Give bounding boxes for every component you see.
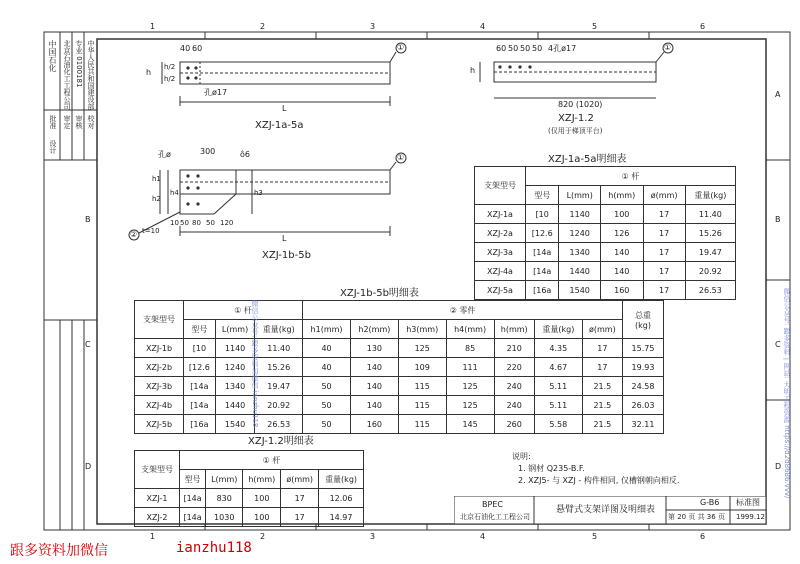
table-cell: 5.11 bbox=[534, 396, 582, 415]
ruler-col-3-bottom: 3 bbox=[370, 532, 376, 541]
ruler-row-d: D bbox=[775, 462, 782, 471]
table3-body bbox=[135, 489, 364, 527]
d2-subtitle: (仅用于梯顶平台) bbox=[548, 127, 603, 135]
table-cell: 115 bbox=[398, 415, 446, 434]
table2-part1: ① 杆 bbox=[184, 301, 303, 320]
table-cell: 17 bbox=[643, 262, 685, 281]
d3-dim-80: 80 bbox=[192, 219, 201, 227]
d3-dim-h4: h4 bbox=[170, 189, 179, 197]
ruler-row-c-left: C bbox=[85, 340, 91, 349]
table-cell: [14a bbox=[184, 396, 216, 415]
table-cell: 50 bbox=[303, 415, 351, 434]
table-cell: XZJ-5a bbox=[475, 281, 526, 300]
table-cell: 115 bbox=[398, 377, 446, 396]
d3-dim-10: 10 bbox=[170, 219, 179, 227]
notes-title: 说明: bbox=[512, 452, 531, 461]
table-cell: 24.58 bbox=[623, 377, 664, 396]
sidebar-sign-2: 审定 bbox=[63, 115, 71, 129]
d3-thickness: t=10 bbox=[142, 227, 160, 235]
table-cell: 17 bbox=[643, 205, 685, 224]
table-row bbox=[135, 377, 664, 396]
table-row bbox=[475, 281, 736, 300]
table-cell: XZJ-4b bbox=[135, 396, 184, 415]
table-cell: 140 bbox=[350, 396, 398, 415]
table-cell: 19.47 bbox=[685, 243, 735, 262]
d3-weld: ô6 bbox=[240, 150, 250, 159]
table-cell: XZJ-3a bbox=[475, 243, 526, 262]
table1-header: ø(mm) bbox=[643, 186, 685, 205]
table-row bbox=[135, 358, 664, 377]
table-cell: 15.75 bbox=[623, 339, 664, 358]
table2-header: L(mm) bbox=[215, 320, 255, 339]
d1-title: XZJ-1a-5a bbox=[255, 120, 304, 131]
d2-marker: ① bbox=[664, 43, 672, 52]
table2 bbox=[134, 300, 664, 434]
table-cell: 115 bbox=[398, 396, 446, 415]
table1-header: 型号 bbox=[526, 186, 559, 205]
table-cell: 1540 bbox=[559, 281, 601, 300]
titleblock-year: 1999.12 bbox=[736, 513, 765, 521]
table-cell: 17 bbox=[281, 489, 319, 508]
table-cell: 14.97 bbox=[319, 508, 364, 527]
table-cell: 130 bbox=[350, 339, 398, 358]
table-cell: [16a bbox=[184, 415, 216, 434]
titleblock-std: 标准图 bbox=[736, 498, 760, 507]
table2-header: h4(mm) bbox=[446, 320, 494, 339]
table-cell: XZJ-2a bbox=[475, 224, 526, 243]
footer-right-text: ianzhu118 bbox=[176, 540, 252, 556]
table-cell: XZJ-1 bbox=[135, 489, 180, 508]
sidebar-code bbox=[74, 40, 84, 87]
table-cell: 50 bbox=[303, 396, 351, 415]
table-cell: 26.53 bbox=[255, 415, 303, 434]
sidebar-code-label: 专业 bbox=[75, 40, 83, 54]
d3-hole: 孔ø bbox=[158, 150, 171, 159]
ruler-col-2: 2 bbox=[260, 22, 266, 31]
table-cell: 4.67 bbox=[534, 358, 582, 377]
table-cell: 15.26 bbox=[685, 224, 735, 243]
table-cell: 4.35 bbox=[534, 339, 582, 358]
d3-marker-1: ① bbox=[397, 153, 405, 162]
ruler-row-a: A bbox=[775, 90, 781, 99]
table-cell: 145 bbox=[446, 415, 494, 434]
d3-dim-h2: h2 bbox=[152, 195, 161, 203]
table-cell: 100 bbox=[243, 508, 281, 527]
d2-dim-50a: 50 bbox=[508, 44, 519, 53]
table2-col-group: 支架型号 bbox=[135, 301, 184, 339]
table1-part: ① 杆 bbox=[526, 167, 736, 186]
table-cell: 85 bbox=[446, 339, 494, 358]
ruler-col-4-bottom: 4 bbox=[480, 532, 486, 541]
table2-header: h2(mm) bbox=[350, 320, 398, 339]
notes-item-1: 1. 钢材 Q235-B.F. bbox=[518, 464, 585, 473]
table-cell: 125 bbox=[446, 377, 494, 396]
table-cell: 5.11 bbox=[534, 377, 582, 396]
table-cell: 21.5 bbox=[582, 415, 622, 434]
d1-hole: 孔ø17 bbox=[204, 88, 228, 97]
table-cell: [12.6 bbox=[184, 358, 216, 377]
table-cell: [14a bbox=[526, 262, 559, 281]
table3 bbox=[134, 450, 364, 527]
table2-header: h1(mm) bbox=[303, 320, 351, 339]
ruler-col-1: 1 bbox=[150, 22, 156, 31]
table-cell: 17 bbox=[582, 339, 622, 358]
table-cell: 5.58 bbox=[534, 415, 582, 434]
d2-hole: 4孔ø17 bbox=[548, 44, 577, 53]
d3-dim-h3: h3 bbox=[254, 189, 263, 197]
table-cell: XZJ-5b bbox=[135, 415, 184, 434]
table3-header: h(mm) bbox=[243, 470, 281, 489]
table-cell: 17 bbox=[643, 281, 685, 300]
sidebar-org2: 北京石油化工工程公司 bbox=[63, 40, 71, 110]
ruler-row-b-left: B bbox=[85, 215, 91, 224]
ruler-col-5: 5 bbox=[592, 22, 598, 31]
ruler-col-4: 4 bbox=[480, 22, 486, 31]
ruler-col-6-bottom: 6 bbox=[700, 532, 706, 541]
titleblock-company: 北京石油化工工程公司 bbox=[460, 513, 530, 521]
watermark-right: 微信公众号: 跟多资料 | 网站: 大明工程资源 https://d2d8686.vvv/ bbox=[783, 288, 791, 499]
sidebar-dept: 中华人民共和国建设部 bbox=[87, 40, 95, 110]
table1-col-group: 支架型号 bbox=[475, 167, 526, 205]
d1-dim-40: 40 bbox=[180, 44, 191, 53]
d3-dim-120: 120 bbox=[220, 219, 234, 227]
table1-header: h(mm) bbox=[601, 186, 644, 205]
table-cell: 140 bbox=[601, 262, 644, 281]
table-row bbox=[135, 508, 364, 527]
table2-total-unit: (kg) bbox=[635, 320, 651, 330]
table-cell: 21.5 bbox=[582, 377, 622, 396]
table-cell: [14a bbox=[180, 489, 206, 508]
table-cell: 19.47 bbox=[255, 377, 303, 396]
table-cell: 1240 bbox=[559, 224, 601, 243]
ruler-col-5-bottom: 5 bbox=[592, 532, 598, 541]
table-cell: 1140 bbox=[215, 339, 255, 358]
d2-dim-h: h bbox=[470, 66, 476, 75]
d3-dim-h1: h1 bbox=[152, 175, 161, 183]
table-cell: 210 bbox=[494, 339, 534, 358]
d3-title: XZJ-1b-5b bbox=[262, 250, 311, 261]
table3-title: XZJ-1.2明细表 bbox=[248, 436, 314, 447]
table-cell: XZJ-2 bbox=[135, 508, 180, 527]
footer-left-text: 跟多资料加微信 bbox=[10, 543, 108, 559]
d1-dim-h2a: h/2 bbox=[164, 63, 176, 71]
table-cell: 1440 bbox=[215, 396, 255, 415]
table-cell: 1240 bbox=[215, 358, 255, 377]
table-cell: 830 bbox=[206, 489, 243, 508]
table2-total bbox=[623, 301, 664, 339]
ruler-col-3: 3 bbox=[370, 22, 376, 31]
ruler-col-1-bottom: 1 bbox=[150, 532, 156, 541]
table-cell: XZJ-1b bbox=[135, 339, 184, 358]
ruler-row-b: B bbox=[775, 215, 781, 224]
table-cell: 126 bbox=[601, 224, 644, 243]
ruler-row-d-left: D bbox=[85, 462, 92, 471]
table-cell: 1340 bbox=[559, 243, 601, 262]
table-cell: 19.93 bbox=[623, 358, 664, 377]
d2-title: XZJ-1.2 bbox=[558, 113, 594, 124]
table-row bbox=[475, 205, 736, 224]
sidebar-sign-5: 设计 bbox=[49, 140, 57, 154]
table-cell: 20.92 bbox=[255, 396, 303, 415]
table1-title: XZJ-1a-5a明细表 bbox=[548, 154, 627, 165]
table2-header: 重量(kg) bbox=[255, 320, 303, 339]
table-cell: [12.6 bbox=[526, 224, 559, 243]
table-cell: 40 bbox=[303, 339, 351, 358]
watermark-left: 微信公众号: 跟多资料加微信 ianzhu118 bbox=[251, 300, 259, 428]
table-cell: 12.06 bbox=[319, 489, 364, 508]
table-cell: 32.11 bbox=[623, 415, 664, 434]
titleblock-logo: BPEC bbox=[482, 500, 503, 509]
d3-dim-50b: 50 bbox=[206, 219, 215, 227]
table-cell: [16a bbox=[526, 281, 559, 300]
d3-dim-300: 300 bbox=[200, 147, 216, 156]
d1-marker: ① bbox=[397, 43, 405, 52]
table-cell: 26.03 bbox=[623, 396, 664, 415]
table-cell: 260 bbox=[494, 415, 534, 434]
titleblock-page: 第 20 页 共 36 页 bbox=[668, 513, 725, 521]
table-cell: XZJ-4a bbox=[475, 262, 526, 281]
table-cell: 1540 bbox=[215, 415, 255, 434]
table1-body bbox=[475, 205, 736, 300]
table-cell: 17 bbox=[582, 358, 622, 377]
table-cell: XZJ-3b bbox=[135, 377, 184, 396]
table1 bbox=[474, 166, 736, 300]
table2-header: ø(mm) bbox=[582, 320, 622, 339]
d2-dim-60: 60 bbox=[496, 44, 507, 53]
table-cell: 160 bbox=[601, 281, 644, 300]
table-cell: 220 bbox=[494, 358, 534, 377]
table-cell: [10 bbox=[526, 205, 559, 224]
table-cell: 240 bbox=[494, 396, 534, 415]
table-row bbox=[475, 224, 736, 243]
sidebar-sign-1: 批准 bbox=[49, 115, 57, 129]
table2-part2: ② 零件 bbox=[303, 301, 623, 320]
table-cell: 1030 bbox=[206, 508, 243, 527]
table-cell: 125 bbox=[398, 339, 446, 358]
table-cell: 20.92 bbox=[685, 262, 735, 281]
table-cell: [14a bbox=[180, 508, 206, 527]
notes-item-2: 2. XZJ5- 与 XZJ - 构件相同, 仅槽钢朝向相反. bbox=[518, 476, 680, 485]
sidebar-sign-3: 审核 bbox=[75, 115, 83, 129]
titleblock-code: G-B6 bbox=[700, 498, 720, 507]
table-row bbox=[475, 262, 736, 281]
d2-dim-50c: 50 bbox=[532, 44, 543, 53]
table-row bbox=[475, 243, 736, 262]
table-cell: 160 bbox=[350, 415, 398, 434]
titleblock-drawing-name: 悬臂式支架详图及明细表 bbox=[556, 505, 656, 515]
d3-dim-l: L bbox=[282, 234, 287, 243]
table3-header: L(mm) bbox=[206, 470, 243, 489]
sidebar-org1: 中国石化 bbox=[48, 40, 57, 72]
table3-header: 重量(kg) bbox=[319, 470, 364, 489]
table-cell: 1140 bbox=[559, 205, 601, 224]
table-cell: 11.40 bbox=[255, 339, 303, 358]
ruler-col-6: 6 bbox=[700, 22, 706, 31]
table-cell: 50 bbox=[303, 377, 351, 396]
table-row bbox=[135, 339, 664, 358]
table-row bbox=[135, 489, 364, 508]
table1-header: 重量(kg) bbox=[685, 186, 735, 205]
ruler-row-c: C bbox=[775, 340, 781, 349]
table-cell: 125 bbox=[446, 396, 494, 415]
table-cell: XZJ-1a bbox=[475, 205, 526, 224]
sidebar-code-value: 0100181 bbox=[75, 56, 83, 88]
table-cell: 17 bbox=[643, 224, 685, 243]
d2-dim-l: 820 (1020) bbox=[558, 100, 603, 109]
table2-header: h(mm) bbox=[494, 320, 534, 339]
table-cell: 140 bbox=[601, 243, 644, 262]
table-cell: 1340 bbox=[215, 377, 255, 396]
ruler-col-2-bottom: 2 bbox=[260, 532, 266, 541]
table-cell: 21.5 bbox=[582, 396, 622, 415]
sidebar-sign-4: 校对 bbox=[87, 115, 95, 129]
table1-header: L(mm) bbox=[559, 186, 601, 205]
d1-dim-60: 60 bbox=[192, 44, 203, 53]
table-row bbox=[135, 415, 664, 434]
table-cell: [10 bbox=[184, 339, 216, 358]
d2-dim-50b: 50 bbox=[520, 44, 531, 53]
table-cell: 26.53 bbox=[685, 281, 735, 300]
table-row bbox=[135, 396, 664, 415]
table-cell: 140 bbox=[350, 377, 398, 396]
table-cell: 11.40 bbox=[685, 205, 735, 224]
table2-header: 重量(kg) bbox=[534, 320, 582, 339]
table-cell: 100 bbox=[601, 205, 644, 224]
d1-dim-h2b: h/2 bbox=[164, 75, 176, 83]
table-cell: 17 bbox=[643, 243, 685, 262]
table2-header: 型号 bbox=[184, 320, 216, 339]
table3-header: 型号 bbox=[180, 470, 206, 489]
table3-part: ① 杆 bbox=[180, 451, 364, 470]
table-cell: 140 bbox=[350, 358, 398, 377]
table-cell: 17 bbox=[281, 508, 319, 527]
table-cell: 100 bbox=[243, 489, 281, 508]
table2-body bbox=[135, 339, 664, 434]
table-cell: 1440 bbox=[559, 262, 601, 281]
table2-title: XZJ-1b-5b明细表 bbox=[340, 288, 419, 299]
table2-total-label: 总重 bbox=[635, 310, 651, 320]
table-cell: 109 bbox=[398, 358, 446, 377]
table2-header: h3(mm) bbox=[398, 320, 446, 339]
table3-header: ø(mm) bbox=[281, 470, 319, 489]
table-cell: 15.26 bbox=[255, 358, 303, 377]
table-cell: 111 bbox=[446, 358, 494, 377]
table-cell: XZJ-2b bbox=[135, 358, 184, 377]
table3-col-group: 支架型号 bbox=[135, 451, 180, 489]
table-cell: [14a bbox=[526, 243, 559, 262]
d1-dim-l: L bbox=[282, 104, 287, 113]
d3-marker-2: ② bbox=[130, 230, 138, 239]
table-cell: 240 bbox=[494, 377, 534, 396]
table-cell: 40 bbox=[303, 358, 351, 377]
d3-dim-50a: 50 bbox=[180, 219, 189, 227]
table-cell: [14a bbox=[184, 377, 216, 396]
d1-dim-h: h bbox=[146, 68, 152, 77]
